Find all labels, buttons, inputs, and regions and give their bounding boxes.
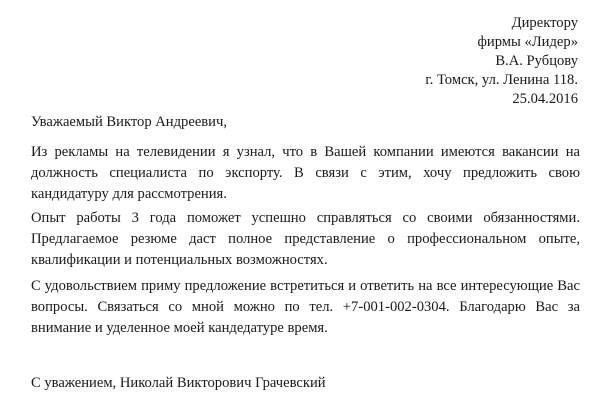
greeting: Уважаемый Виктор Андреевич, bbox=[31, 114, 227, 130]
paragraph-experience: Опыт работы 3 года поможет успешно справляться со своими обязанностями. Предлагаемое резюме даст полное представление о профессиональном опыте, квалификации и потенциальных возможностях. bbox=[31, 210, 580, 268]
addressee-title: Директору bbox=[511, 15, 578, 31]
sender-address: г. Томск, ул. Ленина 118. bbox=[425, 72, 578, 88]
addressee-block bbox=[425, 14, 578, 109]
addressee-name: В.А. Рубцову bbox=[495, 53, 578, 69]
paragraph-intro: Из рекламы на телевидении я узнал, что в Вашей компании имеются вакансии на должность специалиста по экспорту. В связи с этим, хочу предложить свою кандидатуру для рассмотрения. bbox=[31, 144, 580, 202]
signature: С уважением, Николай Викторович Грачевский bbox=[31, 375, 326, 391]
paragraph-contact: С удовольствием приму предложение встретиться и ответить на все интересующие Вас вопросы. Связаться со мной можно по тел. +7-001-002-0304. Благодарю Вас за внимание и уделенное моей кандедатуре время. bbox=[31, 278, 580, 336]
letter-date: 25.04.2016 bbox=[512, 91, 578, 107]
addressee-company: фирмы «Лидер» bbox=[477, 34, 578, 50]
